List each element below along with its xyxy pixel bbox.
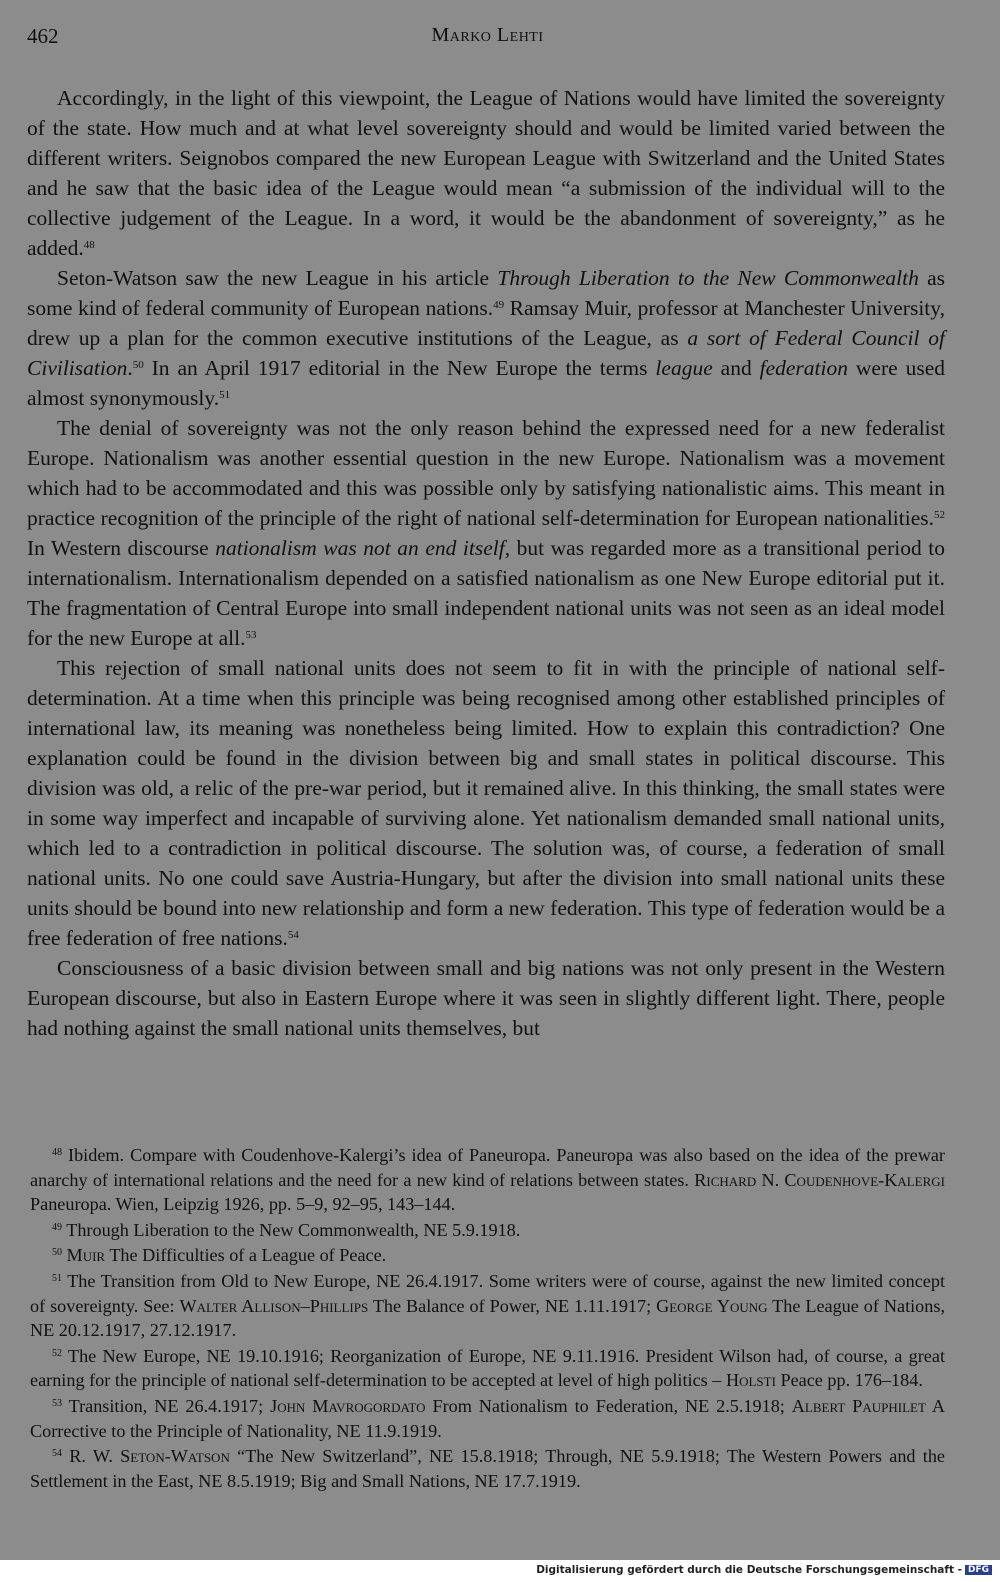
paragraph: Consciousness of a basic division between small and big nations was not only present in the Western European discourse, but also in Eastern Europe where it was seen in slightly different light. There, people had nothing against the small national units themselves, but	[27, 956, 945, 1040]
footer-text: Digitalisierung gefördert durch die Deutsche Forschungsgemeinschaft -	[536, 1564, 962, 1576]
body-text	[27, 83, 945, 1043]
page-header	[27, 24, 948, 52]
footer-credit	[536, 1564, 992, 1580]
footnote: $^{48}$ Ibidem. Compare with Coudenhove-Kalergi’s idea of Paneuropa. Paneuropa was also based on the idea of the prewar anarchy of international relations and the need for a new kind of relations between states. Richard N. Coudenhove-Kalergi Paneuropa. Wien, Leipzig 1926, pp. 5–9, 92–95, 143–144.	[30, 1145, 946, 1215]
paragraph: This rejection of small national units does not seem to fit in with the principle of national self-determination. At a time when this principle was being recognised among other established principles of international law, its meaning was nonetheless being limited. How to explain this contradiction? One explanation could be found in the division between big and small states in political discourse. This division was old, a relic of the pre-war period, but it remained alive. In this thinking, the small states were in some way imperfect and incapable of surviving alone. Yet nationalism demanded small national units, which led to a contradiction in political discourse. The solution was, of course, a federation of small national units. No one could save Austria-Hungary, but after the division into small national units these units should be bound into new relationship and form a new federation. This type of federation would be a free federation of free nations.$^{54}$	[27, 656, 945, 950]
footnote: $^{51}$ The Transition from Old to New Europe, NE 26.4.1917. Some writers were of course, against the new limited concept of sovereignty. See: Walter Allison–Phillips The Balance of Power, NE 1.11.1917; George Young The League of Nations, NE 20.12.1917, 27.12.1917.	[30, 1270, 945, 1341]
paragraph: The denial of sovereignty was not the only reason behind the expressed need for a new federalist Europe. Nationalism was another essential question in the new Europe. Nationalism was a movement which had to be accommodated and this was possible only by satisfying nationalistic aims. This meant in practice recognition of the principle of the right of national self-determination for European nationalities.$^{52}$ In Western discourse nationalism was not an end itself, but was regarded more as a transitional period to internationalism. Internationalism depended on a satisfied nationalism as one New Europe editorial put it. The fragmentation of Central Europe into small independent national units was not seen as an ideal model for the new Europe at all.$^{53}$	[27, 416, 945, 650]
footnote: $^{52}$ The New Europe, NE 19.10.1916; Reorganization of Europe, NE 9.11.1916. President Wilson had, of course, a great earning for the principle of national self-determination to be accepted at level of high politics – Holsti Peace pp. 176–184.	[30, 1345, 945, 1391]
paragraph: Seton-Watson saw the new League in his article Through Liberation to the New Commonwealth as some kind of federal community of European nations.$^{49}$ Ramsay Muir, professor at Manchester University, drew up a plan for the common executive institutions of the League, as a sort of Federal Council of Civilisation.$^{50}$ In an April 1917 editorial in the New Europe the terms league and federation were used almost synonymously.$^{51}$	[27, 266, 946, 410]
footnotes	[30, 1143, 945, 1494]
footnote: $^{53}$ Transition, NE 26.4.1917; John Mavrogordato From Nationalism to Federation, NE 2.5.1918; Albert Pauphilet A Corrective to the Principle of Nationality, NE 11.9.1919.	[30, 1395, 945, 1441]
running-head: Marko Lehti	[431, 24, 544, 46]
footnote: $^{49}$ Through Liberation to the New Commonwealth, NE 5.9.1918.	[52, 1219, 521, 1240]
page-number: 462	[27, 24, 59, 48]
dfg-logo-icon: DFG	[965, 1565, 992, 1575]
paragraph: Accordingly, in the light of this viewpoint, the League of Nations would have limited the sovereignty of the state. How much and at what level sovereignty should and would be limited varied between the different writers. Seignobos compared the new European League with Switzerland and the United States and he saw that the basic idea of the League would mean “a submission of the individual will to the collective judgement of the League. In a word, it would be the abandonment of sovereignty,” as he added.$^{48}$	[27, 86, 945, 260]
footnote: $^{50}$ Muir The Difficulties of a League of Peace.	[52, 1245, 387, 1266]
footnote: $^{54}$ R. W. Seton-Watson “The New Switzerland”, NE 15.8.1918; Through, NE 5.9.1918; The Western Powers and the Settlement in the East, NE 8.5.1919; Big and Small Nations, NE 17.7.1919.	[30, 1446, 945, 1491]
